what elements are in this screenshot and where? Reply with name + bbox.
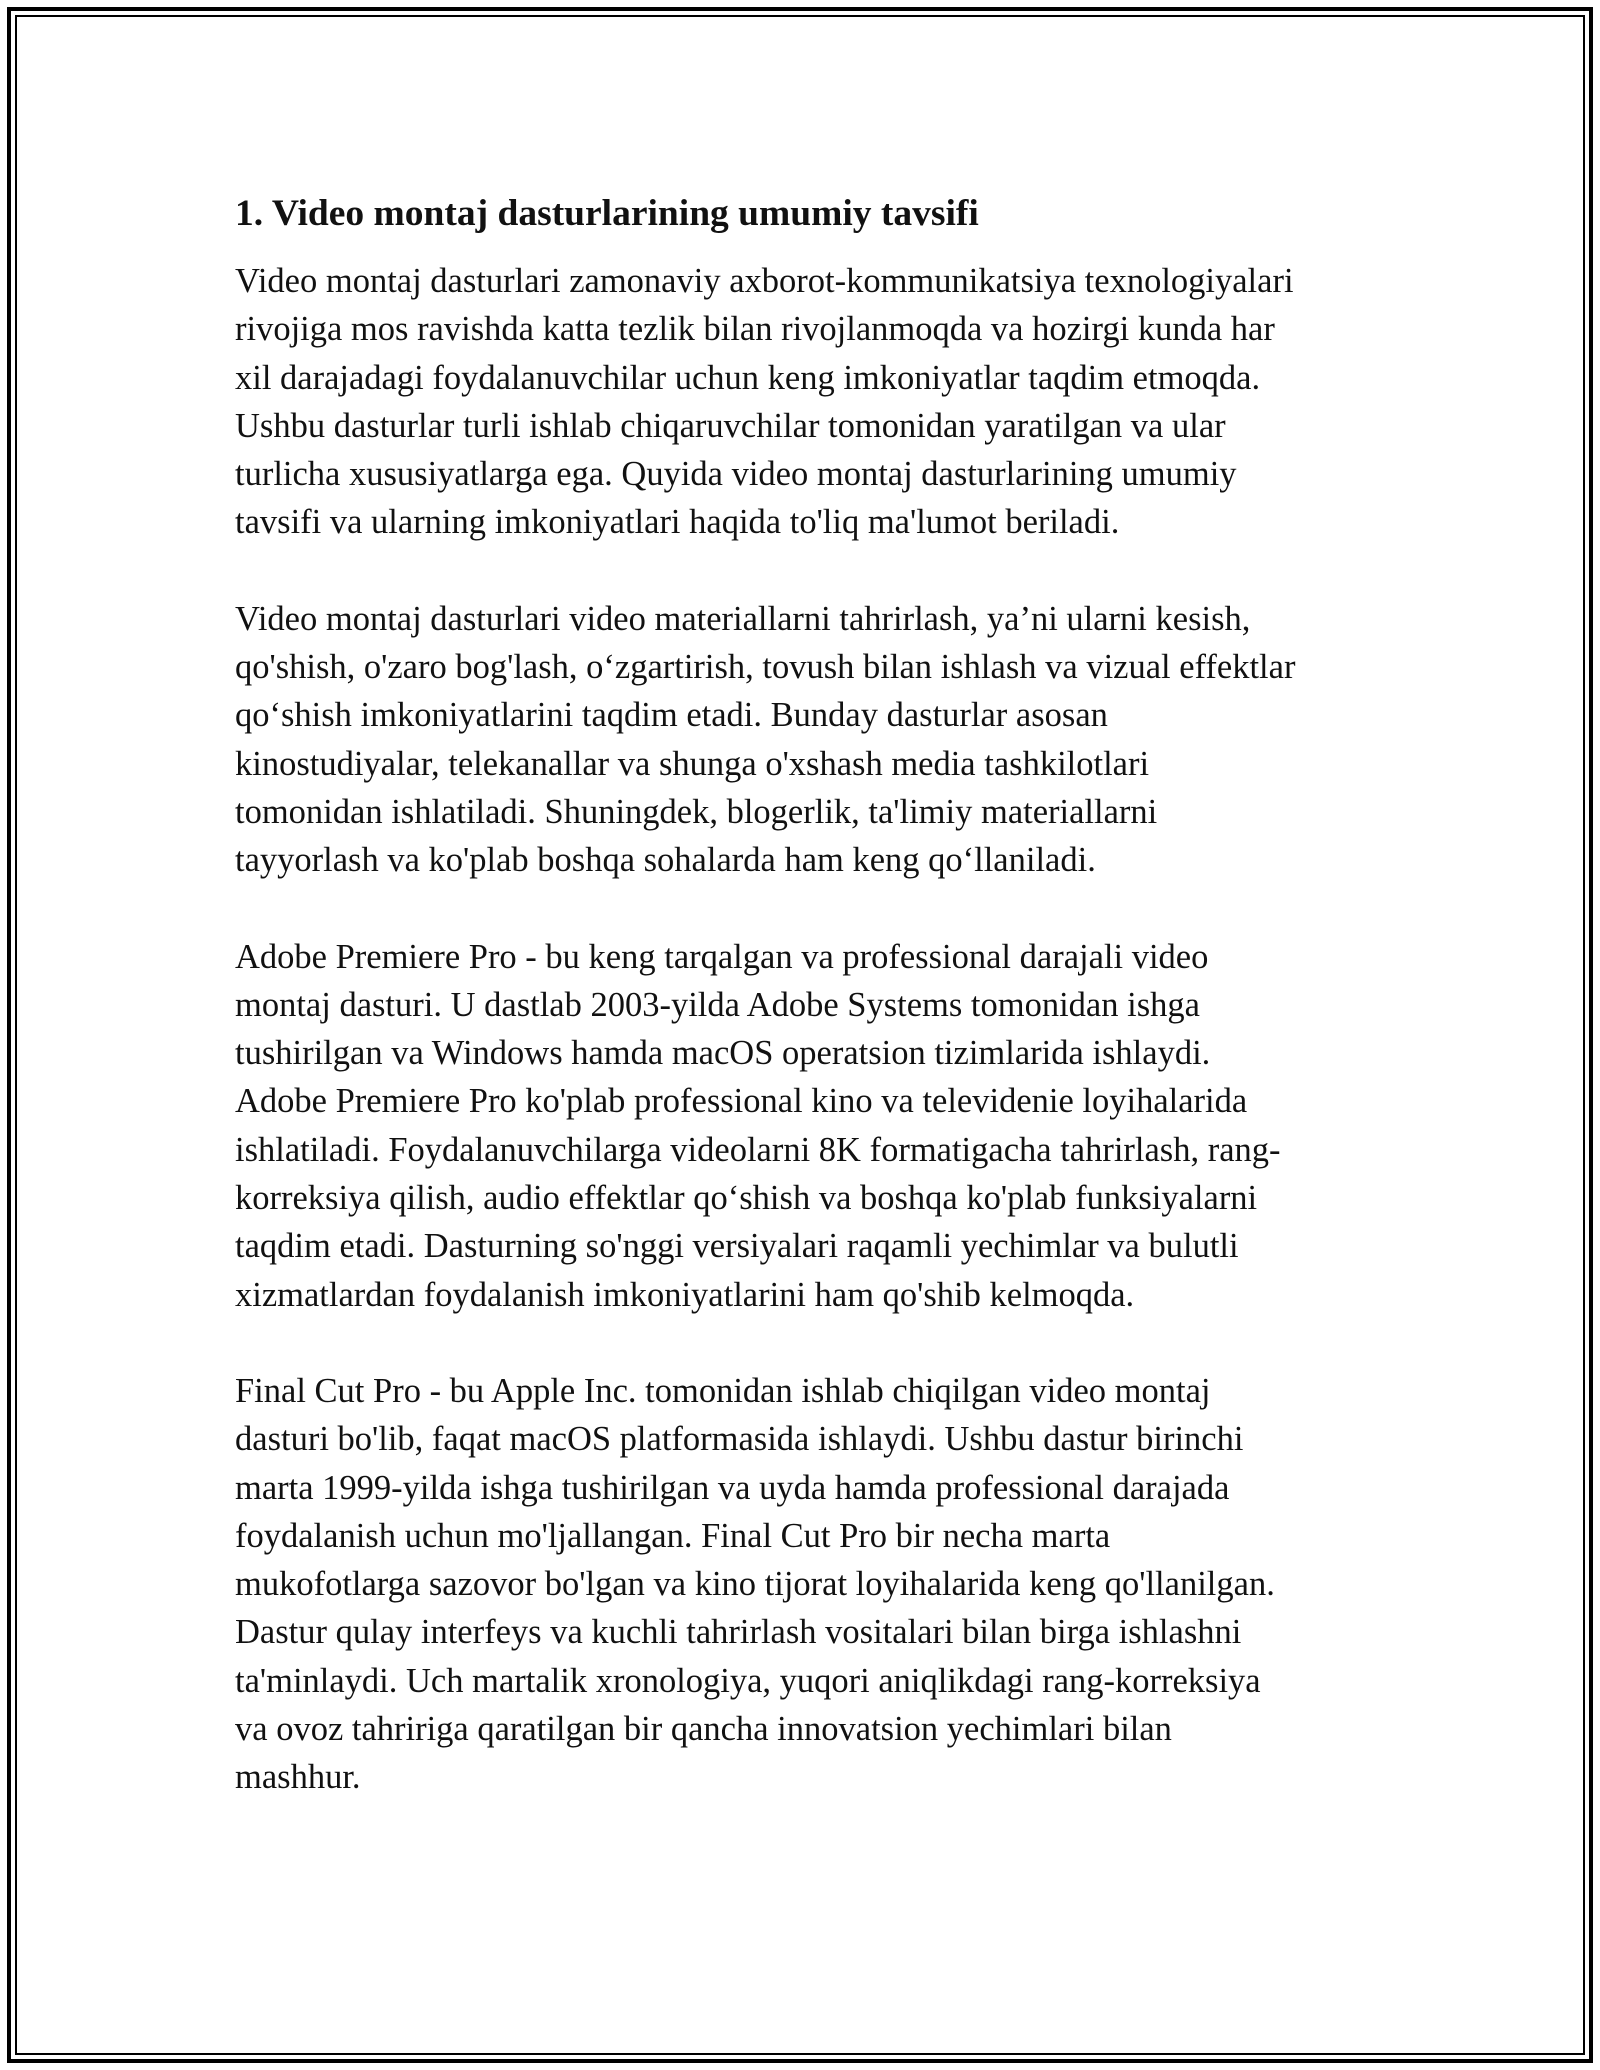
paragraph-adobe-premiere-pro: Adobe Premiere Pro - bu keng tarqalgan va professional darajali video montaj dasturi. U dastlab 2003-yilda Adobe Systems tomonidan ishga tushirilgan va Windows hamda macOS operatsion tizimlarida ishlaydi. Adobe Premiere Pro ko'plab professional kino va televidenie loyihalarida ishlatiladi. Foydalanuvchilarga videolarni 8K formatigacha tahrirlash, rang- korreksiya qilish, audio effektlar qo‘shish va boshqa ko'plab funksiyalarni taqdim etadi. Dasturning so'nggi versiyalari raqamli yechimlar va bulutli xizmatlardan foydalanish imkoniyatlarini ham qo'shib kelmoqda. <box>235 937 1281 1314</box>
section-heading: 1. Video montaj dasturlarining umumiy tavsifi <box>235 193 979 234</box>
document-body <box>235 185 1375 1802</box>
paragraph-functions: Video montaj dasturlari video materiallarni tahrirlash, ya’ni ularni kesish, qo'shish, o'zaro bog'lash, o‘zgartirish, tovush bilan ishlash va vizual effektlar qo‘shish imkoniyatlarini taqdim etadi. Bunday dasturlar asosan kinostudiyalar, telekanallar va shunga o'xshash media tashkilotlari tomonidan ishlatiladi. Shuningdek, blogerlik, ta'limiy materiallarni tayyorlash va ko'plab boshqa sohalarda ham keng qo‘llaniladi. <box>235 599 1296 880</box>
paragraph-final-cut-pro: Final Cut Pro - bu Apple Inc. tomonidan ishlab chiqilgan video montaj dasturi bo'lib, faqat macOS platformasida ishlaydi. Ushbu dastur birinchi marta 1999-yilda ishga tushirilgan va uyda hamda professional darajada foydalanish uchun mo'ljallangan. Final Cut Pro bir necha marta mukofotlarga sazovor bo'lgan va kino tijorat loyihalarida keng qo'llanilgan. Dastur qulay interfeys va kuchli tahrirlash vositalari bilan birga ishlashni ta'minlaydi. Uch martalik xronologiya, yuqori aniqlikdagi rang-korreksiya va ovoz tahririga qaratilgan bir qancha innovatsion yechimlari bilan mashhur. <box>235 1371 1275 1797</box>
paragraph-intro: Video montaj dasturlari zamonaviy axborot-kommunikatsiya texnologiyalari rivojiga mos ravishda katta tezlik bilan rivojlanmoqda va hozirgi kunda har xil darajadagi foydalanuvchilar uchun keng imkoniyatlar taqdim etmoqda. Ushbu dasturlar turli ishlab chiqaruvchilar tomonidan yaratilgan va ular turlicha xususiyatlarga ega. Quyida video montaj dasturlarining umumiy tavsifi va ularning imkoniyatlari haqida to'liq ma'lumot beriladi. <box>235 262 1294 542</box>
